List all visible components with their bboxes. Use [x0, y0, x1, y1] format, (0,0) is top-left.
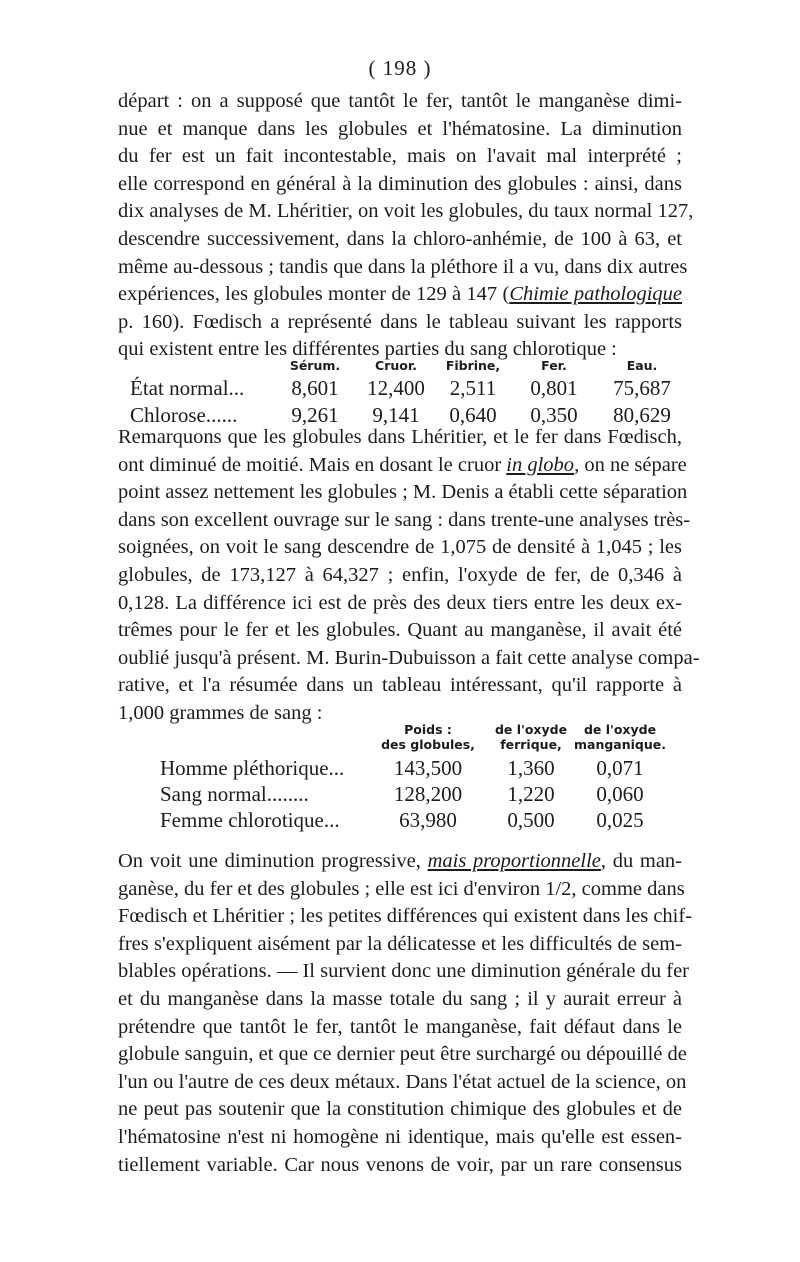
- text-line: ganèse, du fer et des globules ; elle est ici d'environ 1/2, comme dans: [118, 877, 685, 900]
- paragraph-2: [118, 424, 700, 728]
- table-cell: 2,511: [449, 376, 497, 400]
- text-line: ne peut pas soutenir que la constitution chimique des globules et de: [118, 1098, 682, 1121]
- text-line: fres s'expliquent aisément par la délicatesse et les difficultés de sem-: [118, 932, 682, 955]
- table-cell: 75,687: [613, 376, 671, 400]
- table-cell: 0,500: [507, 808, 555, 832]
- text-line: l'hématosine n'est ni homogène ni identique, mais qu'elle est essen-: [118, 1125, 682, 1148]
- text-line: point assez nettement les globules ; M. Denis a établi cette séparation: [118, 481, 688, 504]
- text-line: p. 160). Fœdisch a représenté dans le tableau suivant les rapports: [118, 310, 682, 333]
- table-cell: 0,071: [596, 756, 644, 780]
- row-label: Chlorose......: [130, 403, 238, 427]
- text-line: l'un ou l'autre de ces deux métaux. Dans l'état actuel de la science, on: [118, 1070, 687, 1093]
- text-segment: ont diminué de moitié. Mais en dosant le cruor: [118, 453, 502, 476]
- row-label: État normal...: [130, 376, 245, 400]
- row-label: Homme pléthorique...: [160, 756, 345, 780]
- table-cell: 0,350: [530, 403, 578, 427]
- text-line: du fer est un fait incontestable, mais on l'avait mal interprété ;: [118, 145, 682, 168]
- column-header: Sérum.: [289, 358, 341, 373]
- text-line: dix analyses de M. Lhéritier, on voit les globules, du taux normal 127,: [118, 200, 694, 223]
- table-cell: 0,640: [449, 403, 497, 427]
- text-line: départ : on a supposé que tantôt le fer, tantôt le manganèse dimi-: [118, 90, 682, 112]
- text-line: Remarquons que les globules dans Lhéritier, et le fer dans Fœdisch,: [118, 426, 682, 448]
- text-line: globules, de 173,127 à 64,327 ; enfin, l'oxyde de fer, de 0,346 à: [118, 563, 682, 586]
- text-segment: expériences, les globules monter de 129 à 147 (: [118, 283, 510, 306]
- text-segment: On voit une diminution progressive,: [118, 850, 421, 872]
- column-header: ferrique,: [500, 737, 562, 752]
- italic-reference: Chimie pathologique: [509, 283, 683, 306]
- table-cell: 128,200: [393, 782, 463, 806]
- table-cell: 0,025: [596, 808, 644, 832]
- column-header: manganique.: [574, 737, 666, 752]
- text-segment: , du man-: [600, 850, 683, 872]
- italic-phrase: in globo: [506, 453, 575, 476]
- text-line: même au-dessous ; tandis que dans la pléthore il a vu, dans dix autres: [118, 255, 688, 278]
- text-segment: , on ne sépare: [574, 453, 687, 476]
- text-line-with-italic: [118, 848, 682, 876]
- row-label: Femme chlorotique...: [160, 808, 340, 832]
- text-line: nue et manque dans les globules et l'hématosine. La diminution: [118, 117, 682, 140]
- paragraph-1: [118, 88, 694, 364]
- text-line: soignées, on voit le sang descendre de 1,075 de densité à 1,045 ; les: [118, 536, 682, 559]
- column-header: Fer.: [541, 358, 567, 373]
- text-line: oublié jusqu'à présent. M. Burin-Dubuisson a fait cette analyse compa-: [118, 646, 700, 669]
- table-cell: 1,220: [507, 782, 555, 806]
- table-cell: 1,360: [507, 756, 555, 780]
- table-cell: 0,060: [596, 782, 644, 806]
- text-line: trêmes pour le fer et les globules. Quant au manganèse, il avait été: [118, 619, 682, 642]
- column-header: Eau.: [626, 358, 658, 373]
- page-number: ( 198 ): [368, 56, 432, 80]
- paragraph-3: [118, 848, 693, 1179]
- column-header: Fibrine,: [445, 358, 501, 373]
- table-cell: 9,141: [372, 403, 420, 427]
- column-header: Cruor.: [375, 358, 417, 373]
- text-line: elle correspond en général à la diminution des globules : ainsi, dans: [118, 172, 682, 195]
- table-cell: 0,801: [530, 376, 578, 400]
- column-header: des globules,: [381, 737, 475, 752]
- text-line: tiellement variable. Car nous venons de voir, par un rare consensus: [118, 1153, 682, 1176]
- text-line: 1,000 grammes de sang :: [118, 701, 323, 724]
- text-line: globule sanguin, et que ce dernier peut être surchargé ou dépouillé de: [118, 1043, 687, 1066]
- column-header: de l'oxyde: [494, 722, 568, 737]
- table-cell: 143,500: [393, 756, 463, 780]
- text-line: Fœdisch et Lhéritier ; les petites différences qui existent dans les chif-: [118, 905, 693, 928]
- table-cell: 63,980: [399, 808, 457, 832]
- italic-phrase: mais proportionnelle: [427, 850, 601, 872]
- text-line: rative, et l'a résumée dans un tableau intéressant, qu'il rapporte à: [118, 674, 682, 697]
- table-cell: 80,629: [613, 403, 671, 427]
- text-line: prétendre que tantôt le fer, tantôt le manganèse, fait défaut dans le: [118, 1015, 682, 1038]
- text-line: 0,128. La différence ici est de près des deux tiers entre les deux ex-: [118, 591, 682, 614]
- column-header: Poids :: [404, 722, 452, 737]
- table-cell: 9,261: [291, 403, 339, 427]
- column-header: de l'oxyde: [583, 722, 657, 737]
- table-cell: 12,400: [367, 376, 425, 400]
- text-line: blables opérations. — Il survient donc une diminution générale du fer: [118, 960, 689, 983]
- table-cell: 8,601: [291, 376, 339, 400]
- text-line-with-reference: [118, 281, 682, 309]
- text-line-with-italic: [118, 452, 687, 480]
- text-line: qui existent entre les différentes parties du sang chlorotique :: [118, 338, 617, 361]
- text-line: descendre successivement, dans la chloro-anhémie, de 100 à 63, et: [118, 227, 682, 250]
- text-line: et du manganèse dans la masse totale du sang ; il y aurait erreur à: [118, 987, 682, 1010]
- text-line: dans son excellent ouvrage sur le sang : dans trente-une analyses très-: [118, 508, 691, 531]
- row-label: Sang normal........: [160, 782, 309, 806]
